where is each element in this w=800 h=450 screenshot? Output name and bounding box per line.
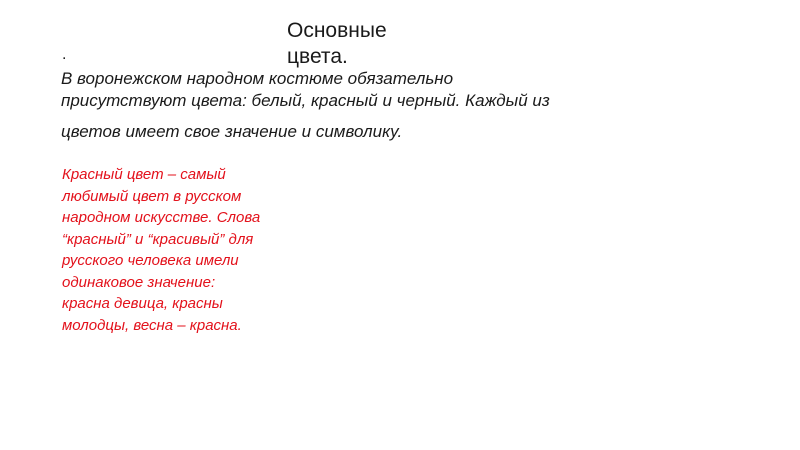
- red-color-paragraph: [62, 164, 352, 336]
- slide-title: Основные цвета.: [287, 19, 387, 68]
- red-text-line: красна девица, красны: [62, 295, 223, 312]
- intro-line-clipped-text: цветов имеет свое значение и символику.: [61, 122, 403, 141]
- red-text-line: молодцы, весна – красна.: [62, 316, 242, 334]
- intro-paragraph: [61, 68, 791, 143]
- red-text-line: “красный” и “красивый” для: [62, 230, 254, 248]
- intro-line: [61, 121, 791, 143]
- red-text-line: Красный цвет – самый: [62, 166, 226, 183]
- red-text-line: народном искусстве. Слова: [62, 209, 261, 226]
- intro-line: В воронежском народном костюме обязательно: [61, 69, 454, 88]
- intro-line: присутствуют цвета: белый, красный и черный. Каждый из: [61, 91, 550, 110]
- bullet-dot: .: [62, 46, 67, 63]
- red-text-line: любимый цвет в русском: [62, 187, 242, 205]
- red-text-line: одинаковое значение:: [62, 273, 216, 291]
- red-text-line: русского человека имели: [62, 252, 239, 269]
